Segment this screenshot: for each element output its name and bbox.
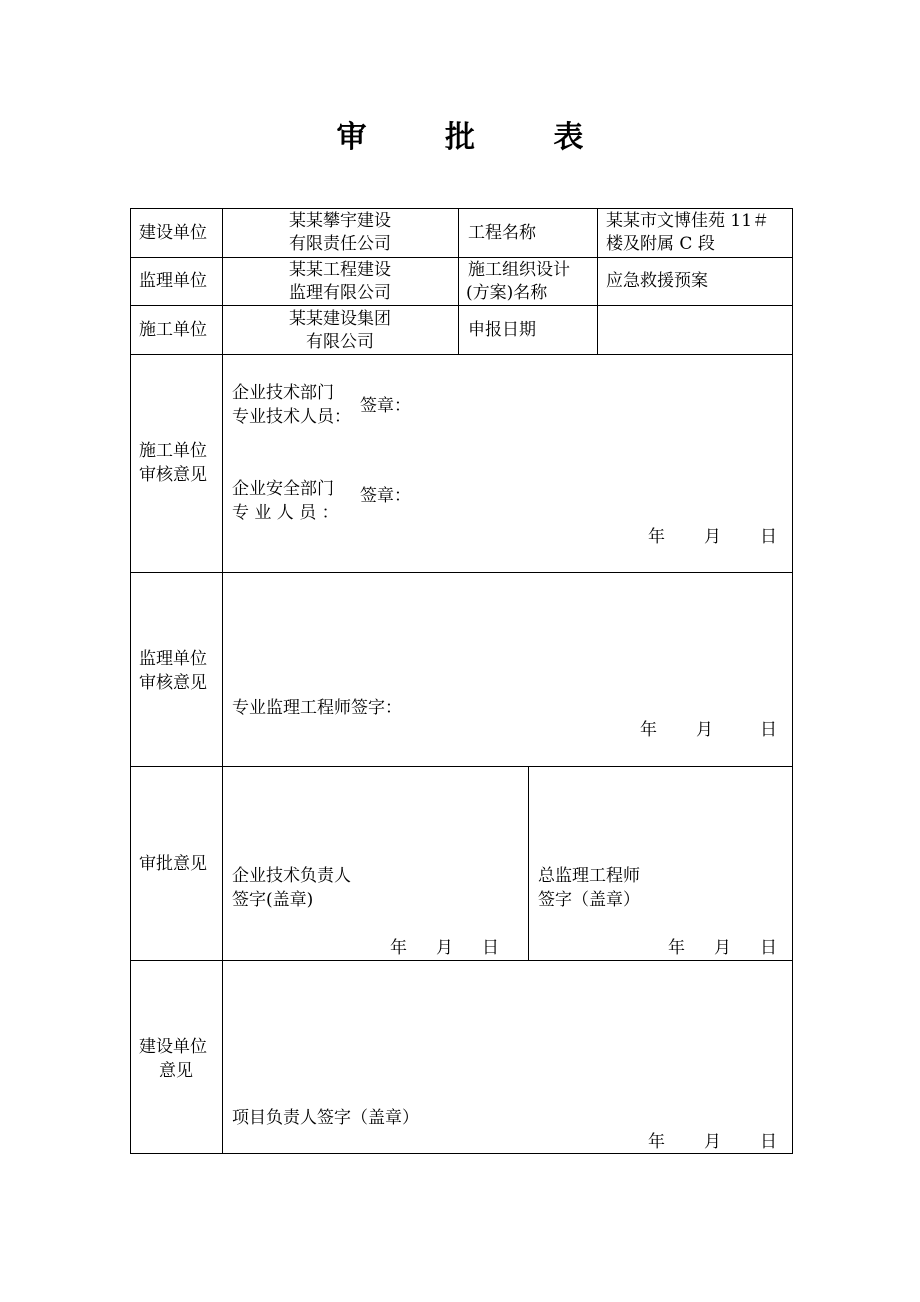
approval-left-day: 日 [482,938,499,958]
chief-engineer-line2: 签字（盖章） [538,890,640,910]
plan-name-value: 应急救援预案 [606,271,708,291]
safety-dept-line1: 企业安全部门 [232,479,334,499]
owner-opinion-label-line2: 意见 [159,1061,193,1081]
project-name-value-line1: 某某市文博佳苑 11＃ [606,211,770,231]
approval-right-year: 年 [668,938,685,958]
project-name-value-line2: 楼及附属 C 段 [606,234,715,254]
chief-engineer-line1: 总监理工程师 [538,866,640,886]
tech-lead-line1: 企业技术负责人 [232,866,351,886]
approval-right-day: 日 [760,938,777,958]
tech-lead-line2: 签字(盖章) [232,890,314,910]
owner-opinion-label-line1: 建设单位 [139,1037,207,1057]
contractor-review-day: 日 [760,527,777,547]
supervision-review-year: 年 [640,720,657,740]
project-lead-sign: 项目负责人签字（盖章） [232,1108,419,1128]
column-divider [458,208,459,354]
construction-unit-value-line1: 某某攀宇建设 [289,211,391,231]
column-divider [528,766,529,960]
contractor-review-label-line1: 施工单位 [139,441,207,461]
contractor-review-month: 月 [704,527,721,547]
row-divider [130,960,793,961]
safety-dept-sign: 签章： [360,486,411,506]
owner-opinion-year: 年 [648,1132,665,1152]
row-divider [130,766,793,767]
safety-dept-line2: 专 业 人 员 ： [232,503,339,523]
supervision-review-day: 日 [760,720,777,740]
approval-label: 审批意见 [139,854,207,874]
approval-left-month: 月 [436,938,453,958]
supervision-unit-label: 监理单位 [139,271,207,291]
owner-opinion-month: 月 [704,1132,721,1152]
contractor-review-year: 年 [648,527,665,547]
row-divider [130,305,793,306]
approval-right-month: 月 [714,938,731,958]
row-divider [130,354,793,355]
supervision-review-label-line1: 监理单位 [139,649,207,669]
owner-opinion-day: 日 [760,1132,777,1152]
contractor-unit-value-line1: 某某建设集团 [289,309,391,329]
project-name-label: 工程名称 [468,223,536,243]
contractor-unit-value-line2: 有限公司 [306,332,374,352]
column-divider [597,208,598,354]
tech-dept-line2: 专业技术人员： [232,407,351,427]
construction-unit-value-line2: 有限责任公司 [289,234,391,254]
supervision-engineer-sign: 专业监理工程师签字： [232,698,402,718]
supervision-review-label-line2: 审核意见 [139,673,207,693]
construction-unit-label: 建设单位 [139,223,207,243]
plan-name-label-line1: 施工组织设计 [468,260,570,280]
row-divider [130,572,793,573]
contractor-unit-label: 施工单位 [139,320,207,340]
supervision-unit-value-line1: 某某工程建设 [289,260,391,280]
tech-dept-line1: 企业技术部门 [232,383,334,403]
plan-name-label-line2: (方案)名称 [466,283,548,303]
page-title: 审 批 表 [336,120,618,155]
tech-dept-sign: 签章： [360,396,411,416]
approval-left-year: 年 [390,938,407,958]
supervision-review-month: 月 [696,720,713,740]
supervision-unit-value-line2: 监理有限公司 [289,283,391,303]
contractor-review-label-line2: 审核意见 [139,465,207,485]
report-date-label: 申报日期 [468,320,536,340]
